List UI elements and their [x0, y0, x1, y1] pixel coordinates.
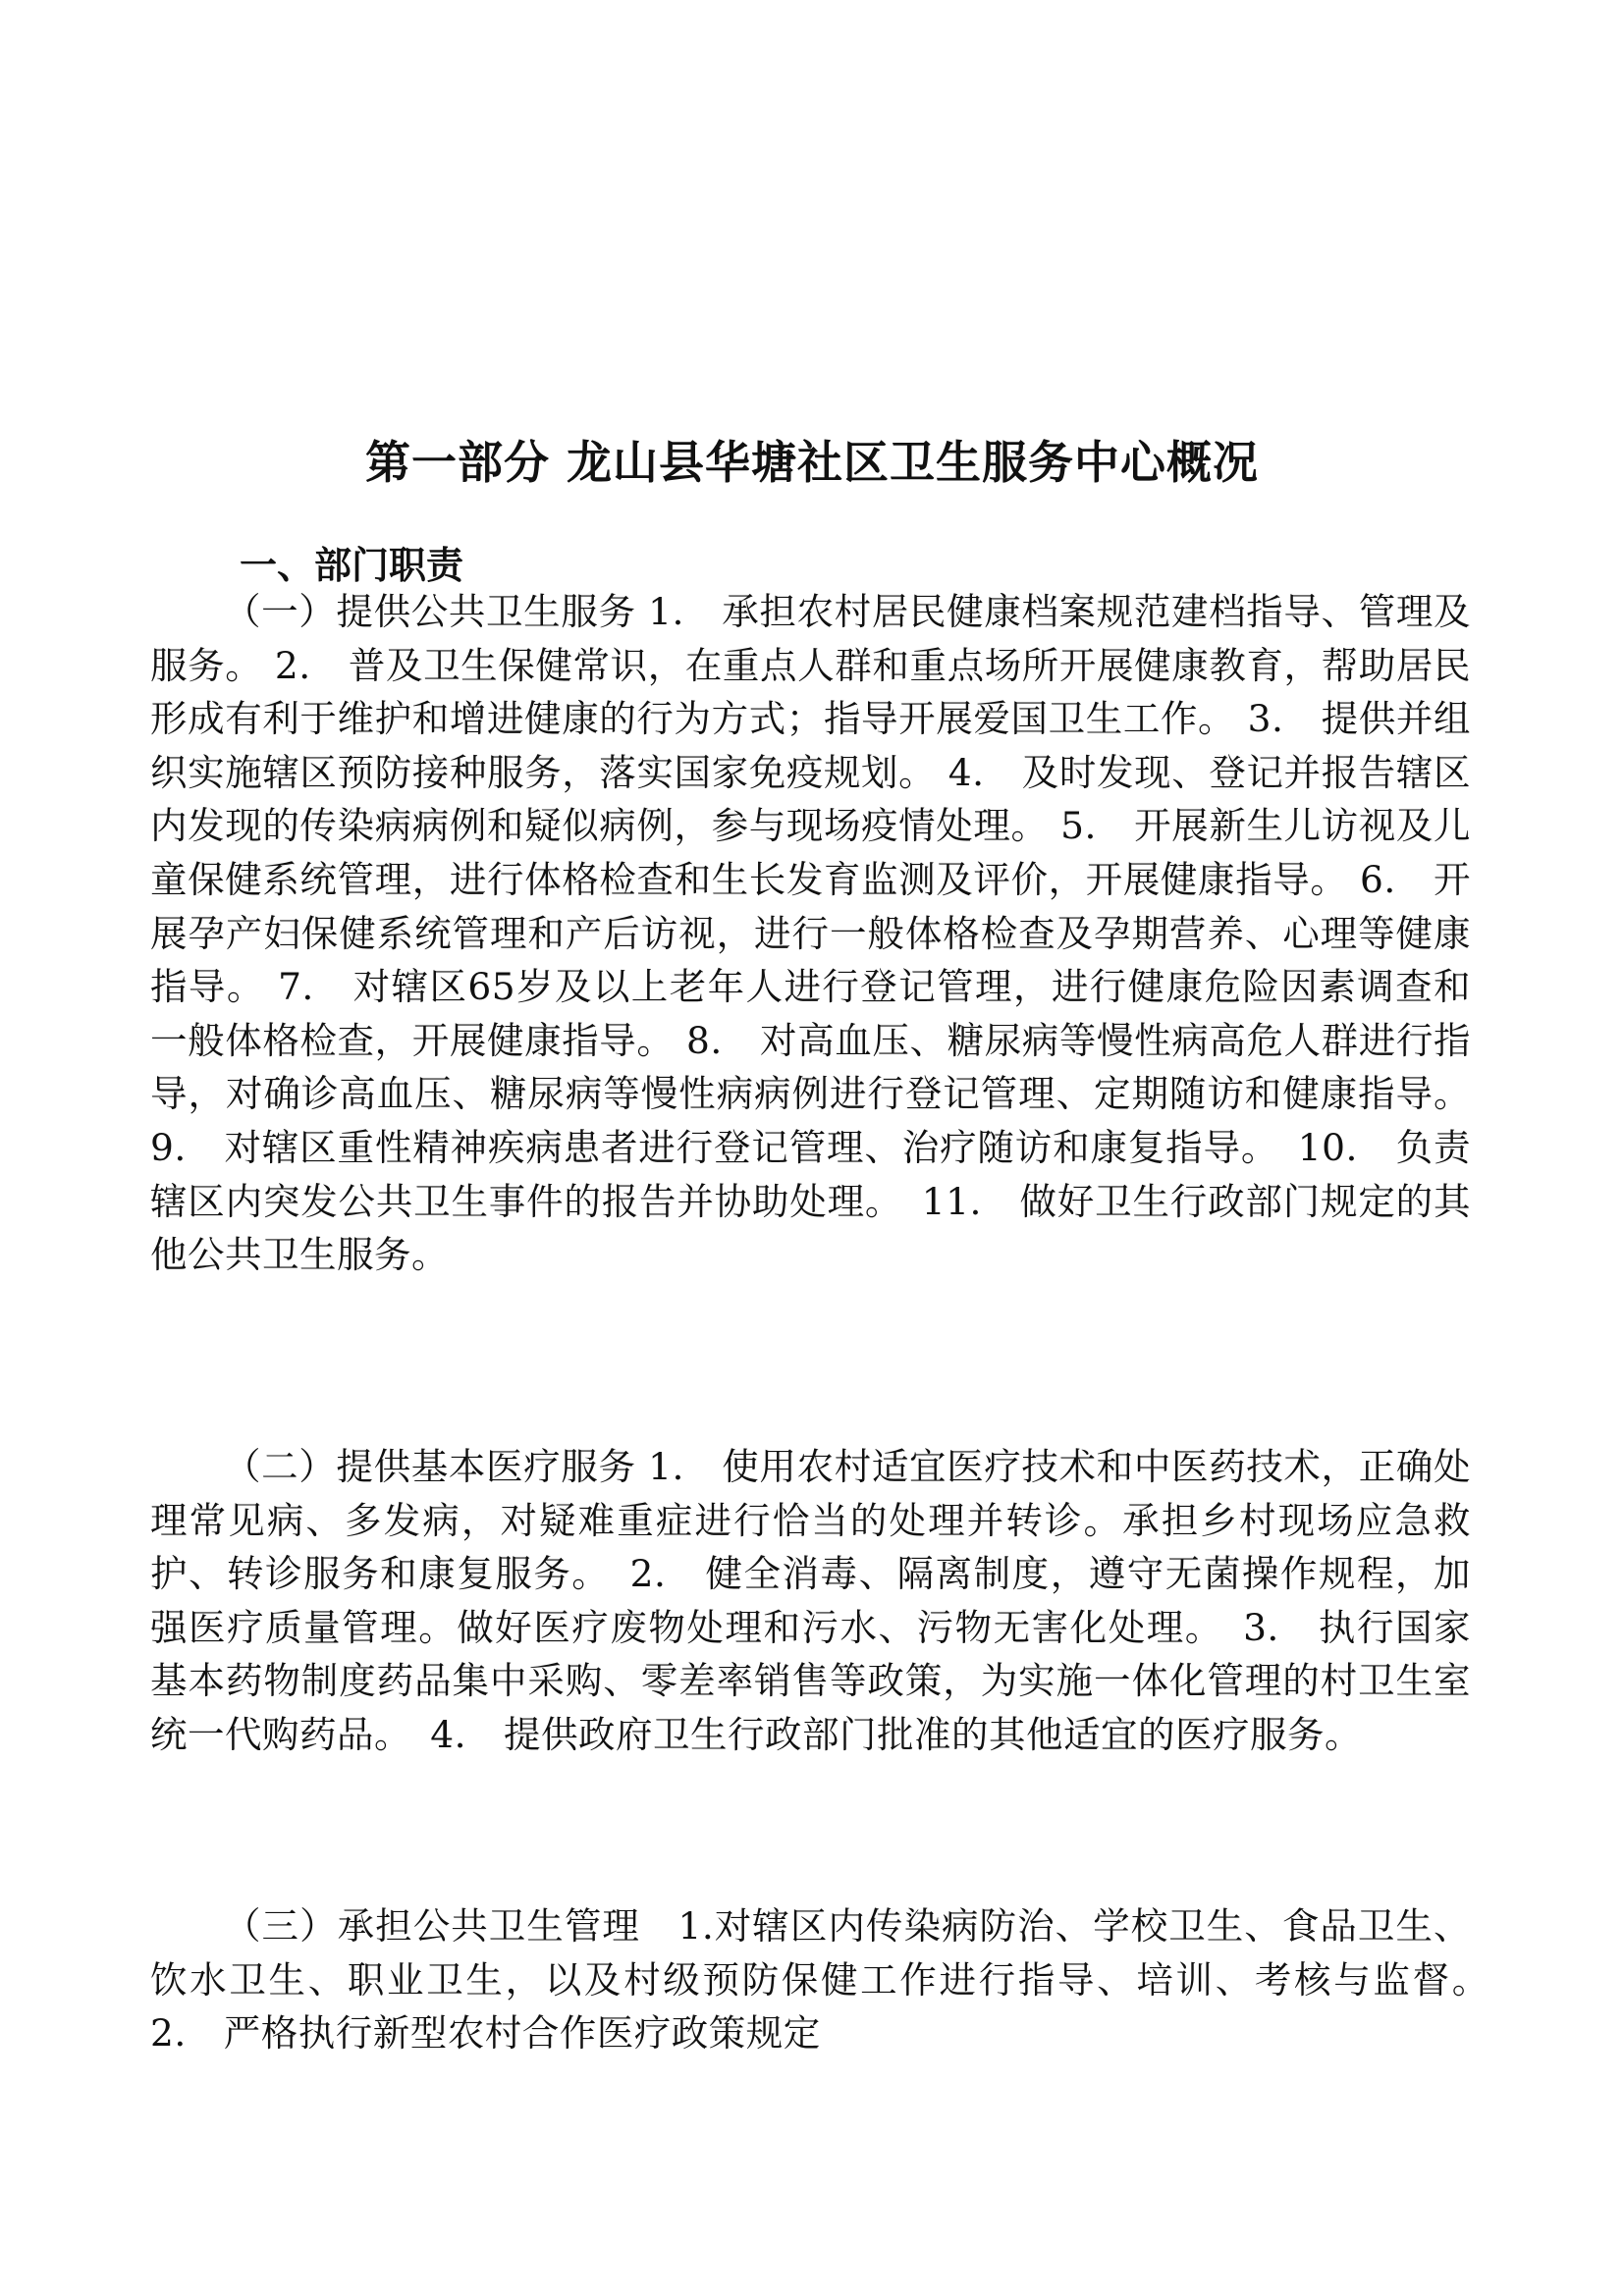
paragraph-public-health-services: （一）提供公共卫生服务 1. 承担农村居民健康档案规范建档指导、管理及服务。 2. 普及卫生保健常识，在重点人群和重点场所开展健康教育，帮助居民形成有利于维护和增进健康的行为方式；指导开展爱国卫生工作。 3. 提供并组织实施辖区预防接种服务，落实国家免疫规划。 4. 及时发现、登记并报告辖区内发现的传染病病例和疑似病例，参与现场疫情处理。 5. 开展新生儿访视及儿童保健系统管理，进行体格检查和生长发育监测及评价，开展健康指导。 6. 开展孕产妇保健系统管理和产后访视，进行一般体格检查及孕期营养、心理等健康指导。 7. 对辖区65岁及以上老年人进行登记管理，进行健康危险因素调查和一般体格检查，开展健康指导。 8. 对高血压、糖尿病等慢性病高危人群进行指导，对确诊高血压、糖尿病等慢性病病例进行登记管理、定期随访和健康指导。 9. 对辖区重性精神疾病患者进行登记管理、治疗随访和康复指导。 10. 负责辖区内突发公共卫生事件的报告并协助处理。 11. 做好卫生行政部门规定的其他公共卫生服务。: [150, 590, 1471, 1277]
section-heading: 一、部门职责: [240, 544, 464, 587]
page-title: 第一部分 龙山县华塘社区卫生服务中心概况: [364, 436, 1259, 489]
paragraph-public-health-management: （三）承担公共卫生管理 1.对辖区内传染病防治、学校卫生、食品卫生、饮水卫生、职业卫生，以及村级预防保健工作进行指导、培训、考核与监督。 2. 严格执行新型农村合作医疗政策规定: [150, 1904, 1508, 2056]
paragraph-basic-medical-services: （二）提供基本医疗服务 1. 使用农村适宜医疗技术和中医药技术，正确处理常见病、多发病，对疑难重症进行恰当的处理并转诊。承担乡村现场应急救护、转诊服务和康复服务。 2. 健全消毒、隔离制度，遵守无菌操作规程，加强医疗质量管理。做好医疗废物处理和污水、污物无害化处理。 3. 执行国家基本药物制度药品集中采购、零差率销售等政策，为实施一体化管理的村卫生室统一代购药品。 4. 提供政府卫生行政部门批准的其他适宜的医疗服务。: [150, 1445, 1471, 1756]
